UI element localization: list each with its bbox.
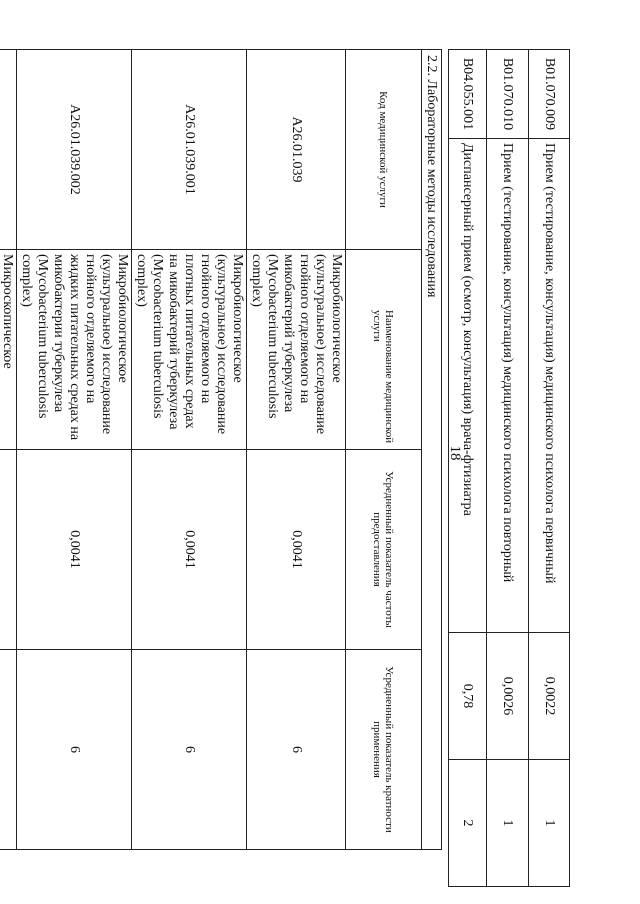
frequency-value: 0,0022	[529, 633, 570, 760]
frequency-value: 0,0026	[487, 633, 529, 760]
section-title: 2.2. Лабораторные методы исследования	[422, 50, 442, 850]
table-row	[247, 50, 346, 850]
service-name: Диспансерный прием (осмотр, консультация) врача-фтизиатра	[449, 139, 487, 633]
service-name: Микробиологическое (культуральное) исследование гнойного отделяемого на плотных питательных средах на микобактерий туберкулеза (Mycobacterium tuberculosis complex)	[132, 250, 247, 450]
multiplicity-value	[0, 650, 17, 850]
multiplicity-value: 6	[132, 650, 247, 850]
multiplicity-value: 6	[247, 650, 346, 850]
multiplicity-value: 1	[487, 760, 529, 887]
laboratory-methods-table	[0, 49, 442, 850]
table-row	[132, 50, 247, 850]
header-row	[346, 50, 422, 850]
table-row	[487, 50, 529, 887]
service-name: Микроскопическое	[0, 250, 17, 450]
service-name: Микробиологическое (культуральное) исследование гнойного отделяемого на жидких питательных средах на микобактерии туберкулеза (Mycobacterium tuberculosis complex)	[17, 250, 132, 450]
service-name: Микробиологическое (культуральное) исследование гнойного отделяемого на микобактерий туберкулеза (Mycobacterium tuberculosis complex)	[247, 250, 346, 450]
frequency-value: 0,0041	[247, 450, 346, 650]
frequency-value: 0,78	[449, 633, 487, 760]
service-code: B01.070.010	[487, 50, 529, 139]
multiplicity-value: 1	[529, 760, 570, 887]
table-row	[0, 50, 17, 850]
services-table-continued	[448, 49, 570, 887]
header-code: Код медицинской услуги	[346, 50, 422, 250]
section-title-row	[422, 50, 442, 850]
header-frequency: Усредненный показатель частоты предоставления	[346, 450, 422, 650]
header-name: Наименование медицинской услуги	[346, 250, 422, 450]
page-number: 18	[447, 445, 463, 461]
service-code: A26.01.039.001	[132, 50, 247, 250]
frequency-value: 0,0041	[132, 450, 247, 650]
service-code: A26.01.039	[247, 50, 346, 250]
multiplicity-value: 2	[449, 760, 487, 887]
service-name: Прием (тестирование, консультация) медицинского психолога повторный	[487, 139, 529, 633]
service-code: B04.055.001	[449, 50, 487, 139]
multiplicity-value: 6	[17, 650, 132, 850]
service-name: Прием (тестирование, консультация) медицинского психолога первичный	[529, 139, 570, 633]
frequency-value: 0,0041	[17, 450, 132, 650]
service-code: A26.01.039.002	[17, 50, 132, 250]
frequency-value	[0, 450, 17, 650]
table-row	[529, 50, 570, 887]
table-row	[449, 50, 487, 887]
header-multiplicity: Усредненный показатель кратности применения	[346, 650, 422, 850]
table-row	[17, 50, 132, 850]
service-code: B01.070.009	[529, 50, 570, 139]
service-code	[0, 50, 17, 250]
